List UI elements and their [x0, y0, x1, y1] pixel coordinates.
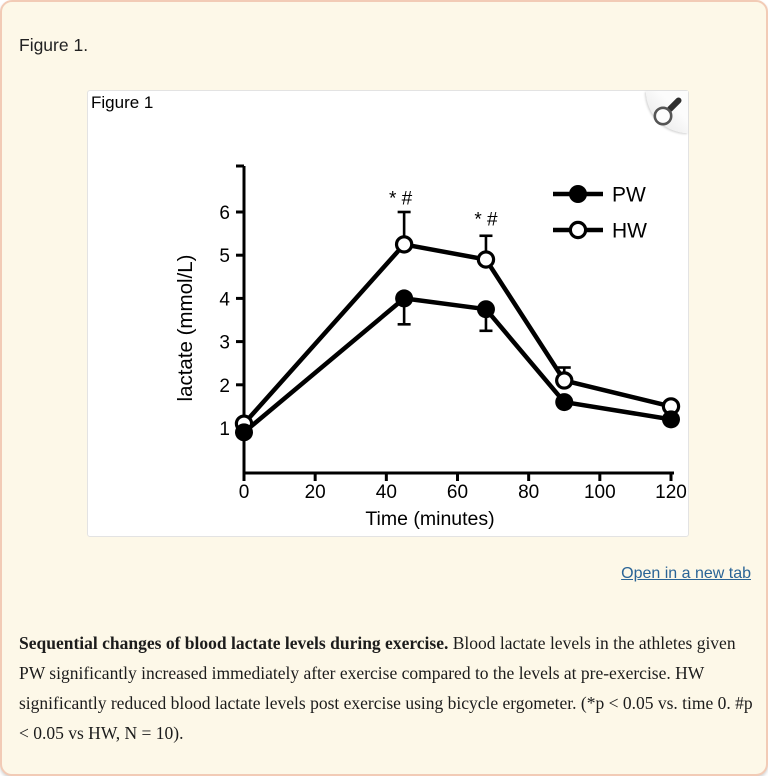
caption-title: Sequential changes of blood lactate levels during exercise.	[19, 633, 449, 653]
marker-PW-4	[662, 410, 680, 428]
x-tick-label: 20	[304, 482, 326, 503]
significance-annotation: * #	[388, 188, 413, 210]
y-tick-label: 3	[219, 332, 230, 354]
magnifier-icon	[646, 91, 688, 133]
marker-PW-1	[395, 289, 413, 307]
y-axis-label: lactate (mmol/L)	[174, 254, 197, 402]
legend-label-HW: HW	[612, 219, 647, 243]
marker-PW-0	[235, 423, 253, 441]
x-tick-label: 0	[238, 482, 250, 503]
marker-HW-2	[478, 252, 493, 267]
y-tick-label: 4	[219, 289, 230, 311]
marker-HW-1	[397, 237, 412, 252]
caption-body: Blood lactate levels in the athletes given PW significantly increased immediately after exercise compared to the levels at pre-exercise. HW significantly reduced blood lactate levels post exercise using bicycle ergometer. (*p < 0.05 vs. time 0. #p < 0.05 vs HW, N = 10).	[19, 633, 753, 743]
open-in-new-tab-link[interactable]: Open in a new tab	[621, 565, 751, 582]
significance-annotation: * #	[474, 209, 498, 231]
series-line-HW	[244, 244, 671, 423]
figure-panel-title: Figure 1	[91, 93, 154, 112]
y-tick-label: 6	[219, 203, 230, 224]
x-axis-label: Time (minutes)	[365, 508, 495, 530]
figure-heading: Figure 1.	[19, 35, 89, 55]
x-tick-label: 60	[446, 482, 469, 503]
open-link-row	[621, 565, 751, 583]
figure-panel	[87, 90, 689, 537]
marker-HW-3	[557, 373, 572, 388]
x-tick-label: 40	[375, 482, 397, 503]
x-tick-label: 120	[655, 482, 687, 503]
marker-PW-2	[477, 300, 495, 318]
y-tick-label: 2	[219, 375, 230, 397]
figure-image[interactable]	[88, 91, 688, 536]
y-tick-label: 5	[219, 246, 230, 268]
legend-marker-HW	[570, 222, 585, 237]
lactate-chart	[88, 91, 688, 536]
series-line-PW	[244, 298, 671, 432]
marker-PW-3	[555, 393, 573, 411]
legend-label-PW: PW	[612, 183, 646, 207]
zoom-figure-button[interactable]	[646, 91, 688, 133]
legend-marker-PW	[569, 185, 587, 203]
figure-caption	[19, 628, 756, 748]
x-tick-label: 80	[518, 482, 540, 503]
y-tick-label: 1	[219, 419, 230, 440]
x-tick-label: 100	[583, 482, 616, 503]
